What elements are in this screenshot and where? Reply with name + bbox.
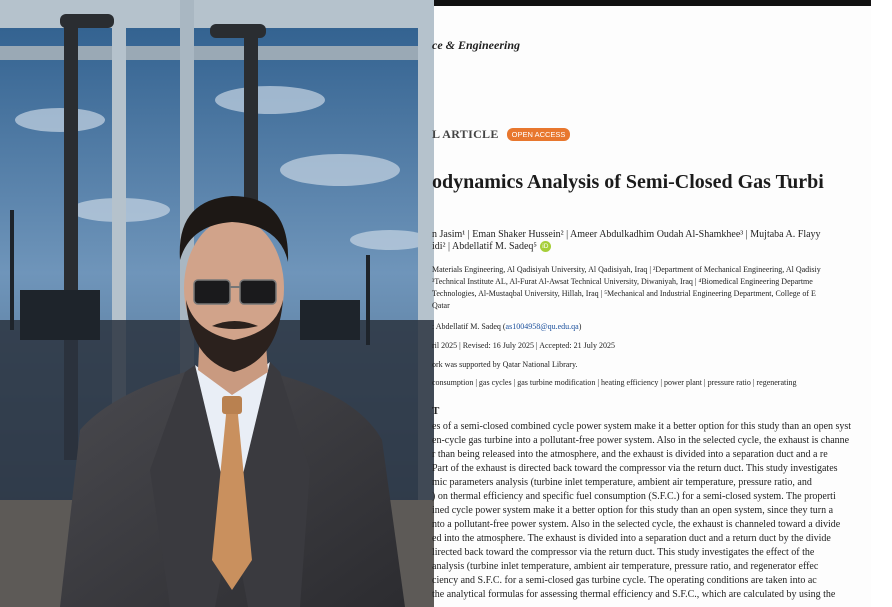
affiliation-4: Qatar <box>432 301 450 310</box>
funding-line: ork was supported by Qatar National Library. <box>432 360 578 369</box>
authors-line-2-text: idi² | Abdellatif M. Sadeq⁵ <box>432 241 537 252</box>
abstract-line: es of a semi-closed combined cycle power system make it a better option for this study than an open syst <box>432 421 852 432</box>
abstract-line: ined cycle power system make it a better option for this study than an open system, since they turn a <box>432 505 834 516</box>
header-bar <box>434 0 871 6</box>
abstract-line: en-cycle gas turbine into a pollutant-free power system. Also in the selected cycle, the exhaust is channe <box>432 435 850 446</box>
correspondence <box>432 322 581 331</box>
paper-title: odynamics Analysis of Semi-Closed Gas Turbi <box>432 171 824 193</box>
affiliation-1: Materials Engineering, Al Qadisiyah University, Al Qadisiyah, Iraq | ²Department of Mechanical Engineering, Al Qadisiy <box>432 265 821 274</box>
article-type-row <box>432 127 570 142</box>
orcid-icon[interactable]: iD <box>540 241 551 252</box>
abstract-line: mic parameters analysis (turbine inlet temperature, ambient air temperature, pressure ratio, and <box>432 477 812 488</box>
correspondence-suffix: ) <box>578 322 582 331</box>
correspondence-prefix: : Abdellatif M. Sadeq ( <box>432 322 506 331</box>
abstract-line: the analytical formulas for assessing thermal efficiency and S.F.C., which are calculated by using the <box>432 589 836 600</box>
portrait-illustration <box>0 0 434 607</box>
abstract-line: nto a pollutant-free power system. Also in the selected cycle, the exhaust is channeled toward a divide <box>432 519 841 530</box>
journal-name: ce & Engineering <box>432 38 521 52</box>
abstract-line: analysis (turbine inlet temperature, ambient air temperature, pressure ratio, and regenerator effec <box>432 561 819 572</box>
abstract-line: Part of the exhaust is directed back toward the compressor via the return duct. This study investigates <box>432 463 838 474</box>
paper-page <box>434 0 871 607</box>
open-access-badge: OPEN ACCESS <box>507 128 571 141</box>
correspondence-email[interactable]: as1004958@qu.edu.qa <box>505 322 579 331</box>
affiliation-2: ³Technical Institute AL, Al-Furat Al-Awsat Technical University, Diwaniyah, Iraq | ⁴Biomedical Engineering Departme <box>432 277 813 286</box>
abstract-line: r than being released into the atmosphere, and the exhaust is divided into a separation duct and a re <box>432 449 828 460</box>
abstract-line: ed into the atmosphere. The exhaust is divided into a separation duct and a return duct by the divide <box>432 533 831 544</box>
abstract-heading: T <box>432 405 440 417</box>
portrait-photo <box>0 0 434 607</box>
keywords-line: consumption | gas cycles | gas turbine modification | heating efficiency | power plant | pressure ratio | regenerating <box>432 378 797 387</box>
article-type: L ARTICLE <box>432 127 499 141</box>
abstract-line: ciency and S.F.C. for a semi-closed gas turbine cycle. The operating conditions are taken into ac <box>432 575 817 586</box>
affiliation-3: Technologies, Al-Mustaqbal University, Hillah, Iraq | ⁵Mechanical and Industrial Engineering Department, College of E <box>432 289 816 298</box>
authors-line-1: n Jasim¹ | Eman Shaker Hussein² | Ameer Abdulkadhim Oudah Al-Shamkhee³ | Mujtaba A. Flayy <box>432 229 821 240</box>
dates-line: ril 2025 | Revised: 16 July 2025 | Accepted: 21 July 2025 <box>432 341 615 350</box>
abstract-line: ) on thermal efficiency and specific fuel consumption (S.F.C.) for a semi-closed system. The properti <box>432 491 836 502</box>
authors-line-2 <box>432 241 551 252</box>
abstract-line: lirected back toward the compressor via the return duct. This study investigates the effect of the <box>432 547 815 558</box>
